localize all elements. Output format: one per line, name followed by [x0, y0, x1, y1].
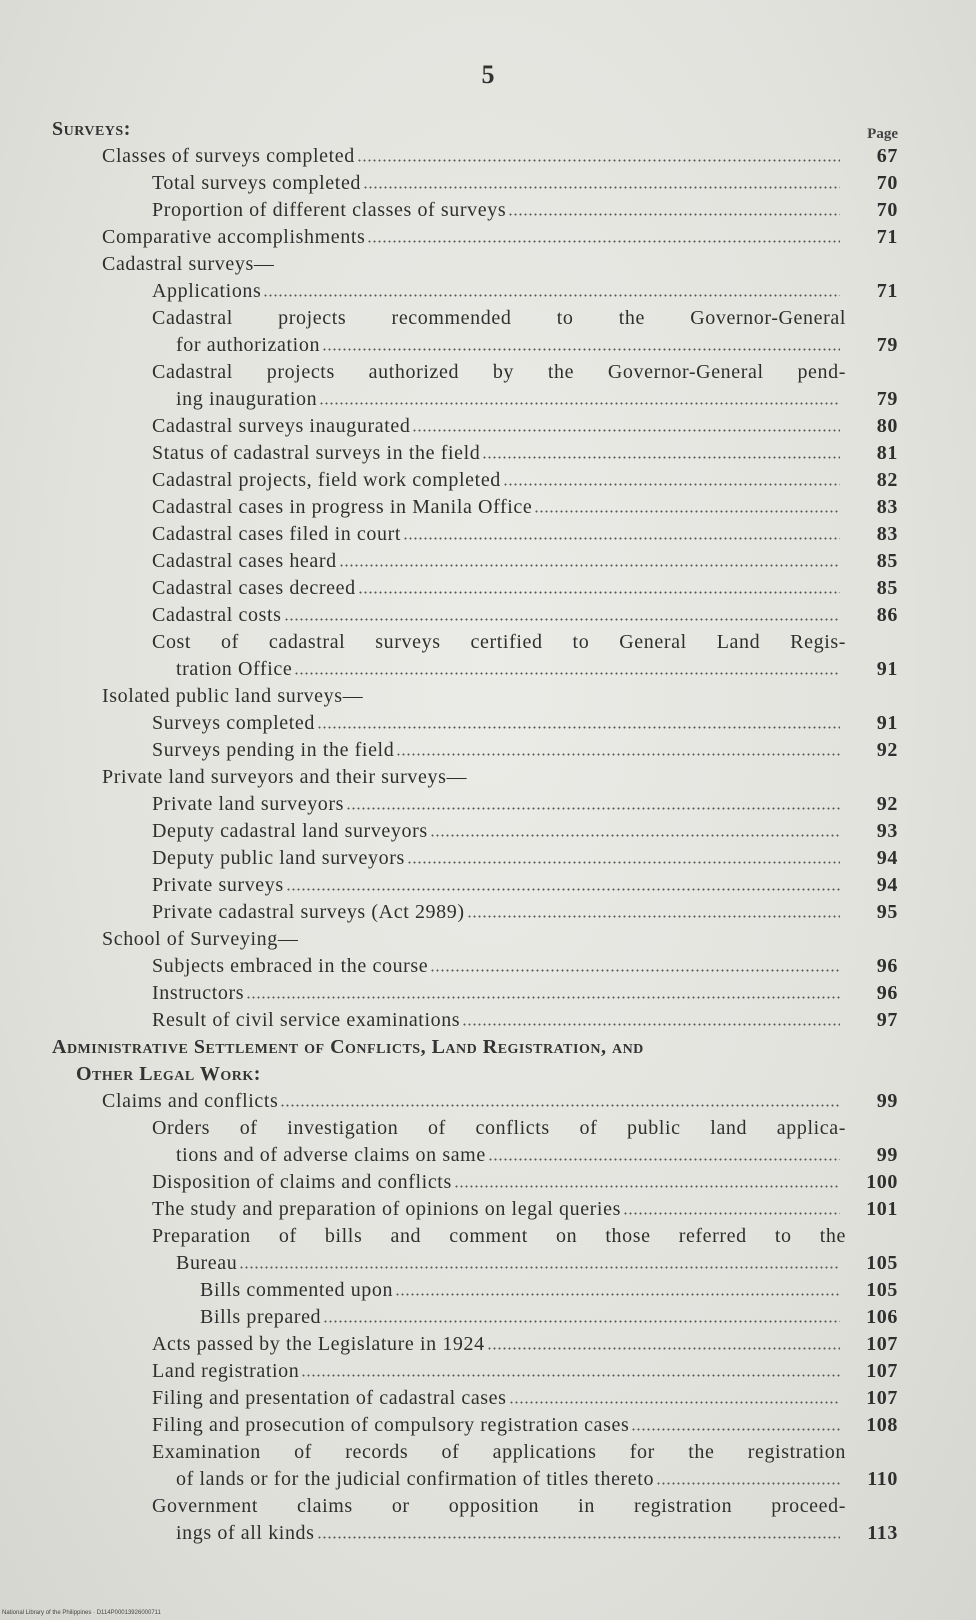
- toc-entry[interactable]: [52, 1358, 898, 1385]
- toc-entry-label: ing inauguration: [176, 388, 318, 410]
- toc-entry[interactable]: [52, 1277, 898, 1304]
- toc-entry-label: Total surveys completed: [152, 172, 362, 194]
- toc-entry-label: Claims and conflicts: [102, 1090, 279, 1112]
- toc-entry[interactable]: [52, 1196, 898, 1223]
- toc-entry-page: 105: [866, 1279, 898, 1301]
- toc-entry[interactable]: [52, 467, 898, 494]
- toc-entry-label: ings of all kinds: [176, 1522, 315, 1544]
- toc-entry[interactable]: [52, 1088, 898, 1115]
- toc-entry-label: The study and preparation of opinions on legal queries: [152, 1198, 621, 1220]
- toc-entry[interactable]: [52, 386, 898, 413]
- toc-entry-page: 96: [876, 955, 898, 977]
- toc-entry[interactable]: [52, 656, 898, 683]
- toc-entry-page: 91: [876, 712, 898, 734]
- toc-entry[interactable]: [52, 1412, 898, 1439]
- toc-entry-label: Subjects embraced in the course: [152, 955, 429, 977]
- toc-entry-label: Proportion of different classes of surveys: [152, 199, 507, 221]
- leader-dots: [339, 563, 840, 568]
- toc-entry-label: tions and of adverse claims on same: [176, 1144, 486, 1166]
- toc-entry[interactable]: [52, 494, 898, 521]
- leader-dots: [263, 293, 840, 298]
- toc-entry-page: 83: [876, 496, 898, 518]
- toc-entry-label: Bureau: [176, 1252, 238, 1274]
- toc-entry[interactable]: [52, 521, 898, 548]
- toc-entry-page: 99: [876, 1144, 898, 1166]
- toc-entry-page: 97: [876, 1009, 898, 1031]
- library-stamp: National Library of the Philippines · D114P00013926000711: [2, 1610, 161, 1616]
- toc-entry-label: Private land surveyors: [152, 793, 345, 815]
- leader-dots: [246, 995, 840, 1000]
- toc-entry-line: Cadastral projects authorized by the Governor-General pend-: [152, 361, 846, 383]
- leader-dots: [284, 617, 840, 622]
- toc-entry[interactable]: [52, 143, 898, 170]
- toc-entry[interactable]: [52, 197, 898, 224]
- toc-entry-page: 94: [876, 874, 898, 896]
- toc-entry-label: Disposition of claims and conflicts: [152, 1171, 452, 1193]
- leader-dots: [631, 1427, 840, 1432]
- leader-dots: [363, 185, 840, 190]
- toc-entry[interactable]: [52, 575, 898, 602]
- toc-entry[interactable]: [52, 1250, 898, 1277]
- toc-entry-line: Examination of records of applications for the registration: [152, 1441, 846, 1463]
- toc-entry[interactable]: [52, 791, 898, 818]
- leader-dots: [300, 941, 840, 946]
- toc-entry-label: Land registration: [152, 1360, 300, 1382]
- toc-entry-label: of lands or for the judicial confirmation of titles thereto: [176, 1468, 655, 1490]
- toc-entry-page: 67: [876, 145, 898, 167]
- toc-entry-label: Comparative accomplishments: [102, 226, 366, 248]
- toc-entry-page: 70: [876, 172, 898, 194]
- toc-entry-label: Deputy cadastral land surveyors: [152, 820, 428, 842]
- toc-entry-label: School of Surveying—: [102, 928, 299, 950]
- leader-dots: [317, 1535, 840, 1540]
- toc-entry-label: Applications: [152, 280, 262, 302]
- toc-entry[interactable]: [52, 1169, 898, 1196]
- leader-dots: [656, 1481, 840, 1486]
- toc-entry-label: Bills prepared: [200, 1306, 322, 1328]
- toc-entry-page: 85: [876, 577, 898, 599]
- toc-entry[interactable]: [52, 710, 898, 737]
- toc-entry-label: Cadastral cases in progress in Manila Office: [152, 496, 533, 518]
- toc-entry-page: 85: [876, 550, 898, 572]
- section-heading-administrative-cont: Other Legal Work:: [76, 1063, 261, 1085]
- section-heading-surveys: Surveys:: [52, 118, 131, 140]
- toc-entry[interactable]: [52, 1385, 898, 1412]
- leader-dots: [462, 1022, 840, 1027]
- toc-entry-page: 92: [876, 739, 898, 761]
- toc-subheading: [52, 683, 898, 710]
- toc-entry-label: Private surveys: [152, 874, 284, 896]
- leader-dots: [294, 671, 840, 676]
- toc-entry-page: 91: [876, 658, 898, 680]
- toc-entry-page: 79: [876, 388, 898, 410]
- toc-subheading: [52, 764, 898, 791]
- leader-dots: [322, 347, 840, 352]
- toc-entry-label: Acts passed by the Legislature in 1924: [152, 1333, 485, 1355]
- toc-entry-page: 92: [876, 793, 898, 815]
- page-number: 5: [481, 60, 495, 89]
- toc-entry-page: 110: [867, 1468, 898, 1490]
- leader-dots: [367, 239, 840, 244]
- leader-dots: [469, 779, 840, 784]
- leader-dots: [488, 1157, 840, 1162]
- toc-entry-label: Private land surveyors and their surveys—: [102, 766, 468, 788]
- toc-entry-page: 106: [866, 1306, 898, 1328]
- toc-subheading: [52, 926, 898, 953]
- toc-entry-page: 81: [876, 442, 898, 464]
- toc-entry-label: Result of civil service examinations: [152, 1009, 461, 1031]
- section-heading-administrative: Administrative Settlement of Conflicts, Land Registration, and: [52, 1036, 644, 1058]
- leader-dots: [286, 887, 840, 892]
- leader-dots: [403, 536, 840, 541]
- toc-list-administrative: [52, 1088, 898, 1547]
- toc-entry-label: Filing and prosecution of compulsory registration cases: [152, 1414, 630, 1436]
- leader-dots: [454, 1184, 840, 1189]
- toc-entry[interactable]: [52, 818, 898, 845]
- toc-entry-label: Cadastral projects, field work completed: [152, 469, 501, 491]
- leader-dots: [358, 590, 840, 595]
- toc-entry-page: 79: [876, 334, 898, 356]
- toc-entry-page: 113: [867, 1522, 898, 1544]
- leader-dots: [430, 833, 840, 838]
- leader-dots: [509, 1400, 840, 1405]
- toc-entry-page: 71: [876, 280, 898, 302]
- toc-entry[interactable]: [52, 1142, 898, 1169]
- leader-dots: [487, 1346, 840, 1351]
- toc-entry-line: Preparation of bills and comment on those referred to the: [152, 1225, 846, 1247]
- toc-entry-label: Cadastral cases heard: [152, 550, 337, 572]
- toc-entry-label: Surveys pending in the field: [152, 739, 395, 761]
- toc-entry[interactable]: [52, 332, 898, 359]
- toc-entry-page: 94: [876, 847, 898, 869]
- toc-entry[interactable]: [52, 845, 898, 872]
- toc-entry-page: 99: [876, 1090, 898, 1112]
- toc-entry[interactable]: [52, 1007, 898, 1034]
- toc-entry-page: 107: [866, 1333, 898, 1355]
- toc-entry-page: 107: [866, 1360, 898, 1382]
- leader-dots: [430, 968, 840, 973]
- leader-dots: [317, 725, 840, 730]
- toc-entry[interactable]: [52, 170, 898, 197]
- leader-dots: [395, 1292, 840, 1297]
- toc-entry-line: Cadastral projects recommended to the Governor-General: [152, 307, 846, 329]
- leader-dots: [407, 860, 840, 865]
- toc-entry[interactable]: [52, 1304, 898, 1331]
- leader-dots: [276, 266, 840, 271]
- toc-entry-label: tration Office: [176, 658, 293, 680]
- leader-dots: [396, 752, 840, 757]
- toc-entry[interactable]: [52, 737, 898, 764]
- toc-entry-label: Surveys completed: [152, 712, 315, 734]
- toc-entry-label: Cadastral cases decreed: [152, 577, 356, 599]
- toc-entry[interactable]: [52, 1520, 898, 1547]
- toc-entry-page: 107: [866, 1387, 898, 1409]
- leader-dots: [482, 455, 840, 460]
- table-of-contents: [52, 116, 898, 1547]
- toc-entry[interactable]: [52, 440, 898, 467]
- leader-dots: [319, 401, 840, 406]
- leader-dots: [503, 482, 840, 487]
- toc-entry-page: 95: [876, 901, 898, 923]
- leader-dots: [357, 158, 840, 163]
- toc-entry-label: Isolated public land surveys—: [102, 685, 364, 707]
- toc-entry-page: 93: [876, 820, 898, 842]
- leader-dots: [623, 1211, 840, 1216]
- toc-entry[interactable]: [52, 602, 898, 629]
- leader-dots: [365, 698, 840, 703]
- toc-entry-page: 70: [876, 199, 898, 221]
- toc-entry-line: Cost of cadastral surveys certified to General Land Regis-: [152, 631, 846, 653]
- toc-entry-page: 80: [876, 415, 898, 437]
- toc-entry-label: Instructors: [152, 982, 245, 1004]
- toc-entry-label: for authorization: [176, 334, 321, 356]
- toc-entry[interactable]: [52, 872, 898, 899]
- toc-entry-line: Government claims or opposition in registration proceed-: [152, 1495, 846, 1517]
- toc-entry-page: 86: [876, 604, 898, 626]
- toc-entry-label: Status of cadastral surveys in the field: [152, 442, 481, 464]
- toc-entry[interactable]: [52, 278, 898, 305]
- leader-dots: [412, 428, 840, 433]
- toc-entry-page: 108: [866, 1414, 898, 1436]
- toc-entry[interactable]: [52, 980, 898, 1007]
- leader-dots: [534, 509, 840, 514]
- toc-entry-label: Cadastral costs: [152, 604, 282, 626]
- toc-entry-line: Orders of investigation of conflicts of public land applica-: [152, 1117, 846, 1139]
- leader-dots: [508, 212, 840, 217]
- toc-entry-page: 96: [876, 982, 898, 1004]
- toc-entry-label: Deputy public land surveyors: [152, 847, 405, 869]
- leader-dots: [346, 806, 840, 811]
- toc-entry-label: Private cadastral surveys (Act 2989): [152, 901, 465, 923]
- toc-entry[interactable]: [52, 899, 898, 926]
- toc-entry-label: Classes of surveys completed: [102, 145, 355, 167]
- toc-entry-label: Cadastral surveys inaugurated: [152, 415, 411, 437]
- toc-entry-page: 71: [876, 226, 898, 248]
- toc-entry[interactable]: [52, 953, 898, 980]
- toc-entry[interactable]: [52, 413, 898, 440]
- toc-entry-label: Bills commented upon: [200, 1279, 394, 1301]
- toc-entry-label: Filing and presentation of cadastral cases: [152, 1387, 507, 1409]
- toc-entry-label: Cadastral surveys—: [102, 253, 275, 275]
- toc-entry[interactable]: [52, 1331, 898, 1358]
- toc-entry-page: 105: [866, 1252, 898, 1274]
- toc-entry[interactable]: [52, 548, 898, 575]
- leader-dots: [301, 1373, 840, 1378]
- leader-dots: [239, 1265, 840, 1270]
- toc-entry-page: 101: [866, 1198, 898, 1220]
- toc-subheading: [52, 251, 898, 278]
- toc-entry-page: 100: [866, 1171, 898, 1193]
- toc-entry-page: 83: [876, 523, 898, 545]
- toc-entry[interactable]: [52, 1466, 898, 1493]
- toc-entry-label: Cadastral cases filed in court: [152, 523, 402, 545]
- leader-dots: [323, 1319, 840, 1324]
- toc-entry-page: 82: [876, 469, 898, 491]
- toc-list-surveys: [52, 143, 898, 1034]
- leader-dots: [280, 1103, 840, 1108]
- leader-dots: [467, 914, 840, 919]
- page-column-label: Page: [867, 126, 898, 142]
- toc-entry[interactable]: [52, 224, 898, 251]
